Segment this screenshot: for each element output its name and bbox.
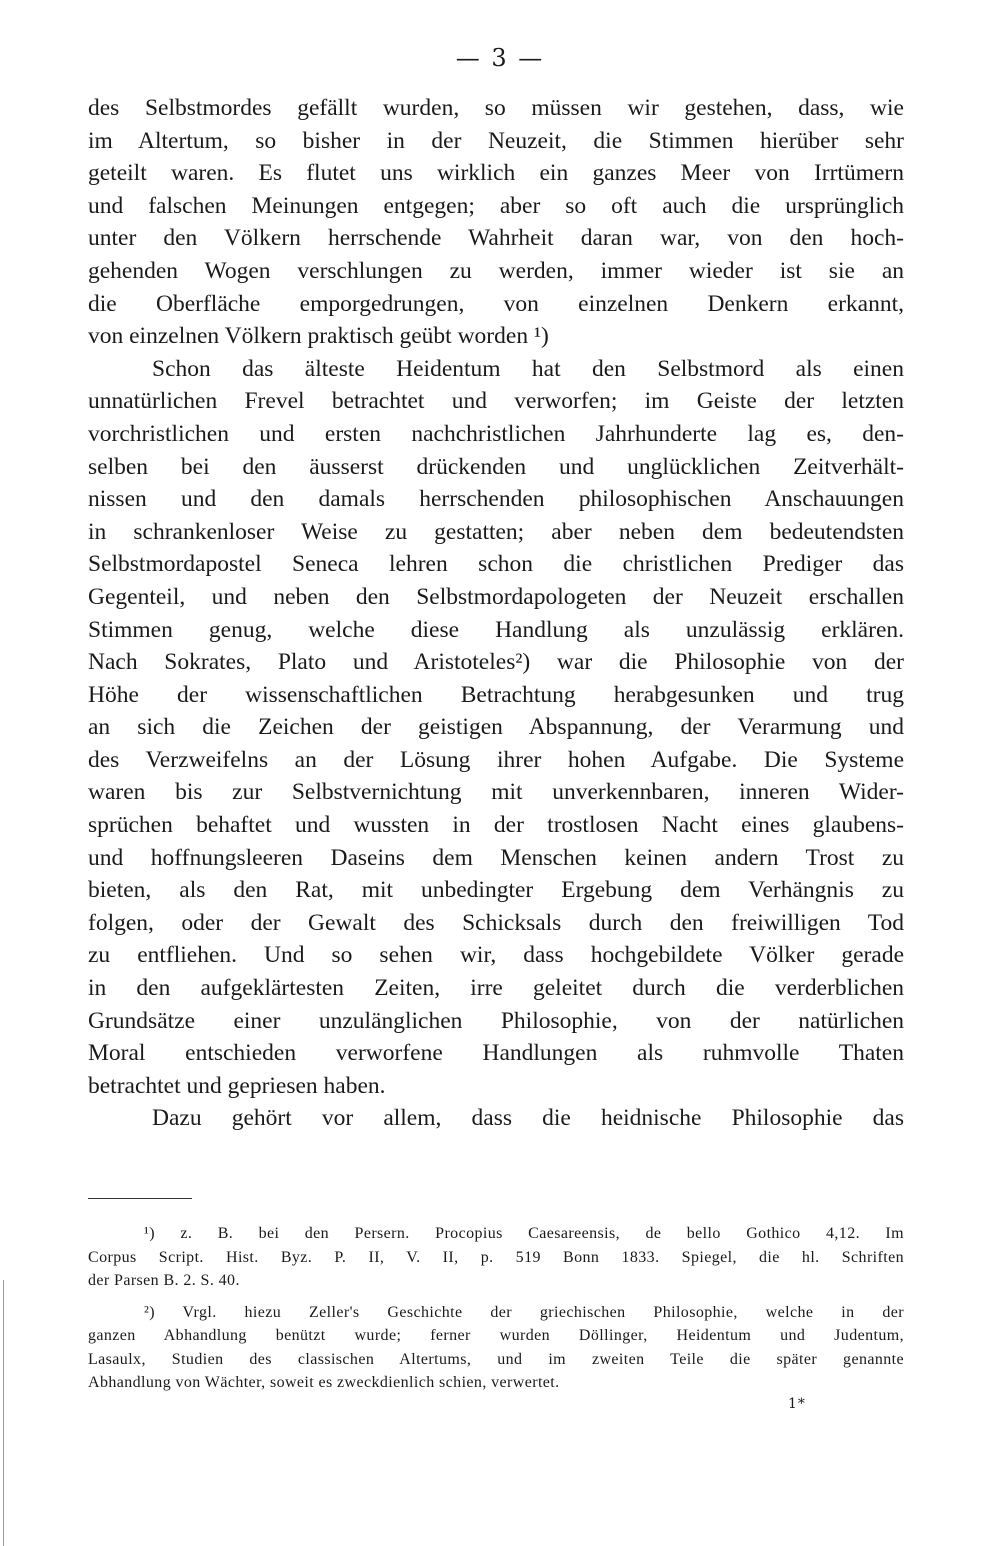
body-line: unnatürlichen Frevel betrachtet und verworfen; im Geiste der letzten	[88, 388, 904, 415]
body-line: an sich die Zeichen der geistigen Abspannung, der Verarmung und	[88, 714, 904, 741]
body-line: zu entfliehen. Und so sehen wir, dass hochgebildete Völker gerade	[88, 942, 904, 969]
body-line: und hoffnungsleeren Daseins dem Menschen keinen andern Trost zu	[88, 844, 904, 871]
body-line: Schon das älteste Heidentum hat den Selbstmord als einen	[152, 355, 904, 382]
body-line: Moral entschieden verworfene Handlungen als ruhmvolle Thaten	[88, 1040, 904, 1067]
body-line: in schrankenloser Weise zu gestatten; aber neben dem bedeutendsten	[88, 518, 904, 545]
footnote-line: ¹) z. B. bei den Persern. Procopius Caesareensis, de bello Gothico 4,12. Im	[144, 1225, 904, 1242]
binding-edge-line	[3, 1280, 4, 1546]
body-line: selben bei den äusserst drückenden und unglücklichen Zeitverhält-	[88, 453, 904, 480]
body-line: nissen und den damals herrschenden philosophischen Anschauungen	[88, 486, 904, 513]
body-line: waren bis zur Selbstvernichtung mit unverkennbaren, inneren Wider-	[88, 779, 904, 806]
page-number: — 3 —	[455, 44, 545, 72]
footnote-line: Lasaulx, Studien des classischen Altertums, und im zweiten Teile die später genannte	[88, 1350, 904, 1368]
footnote-line: ganzen Abhandlung benützt wurde; ferner wurden Döllinger, Heidentum und Judentum,	[88, 1327, 904, 1344]
footnote-2	[88, 1301, 904, 1395]
body-line: vorchristlichen und ersten nachchristlichen Jahrhunderte lag es, den-	[88, 420, 904, 447]
footnote-line: ²) Vrgl. hiezu Zeller's Geschichte der griechischen Philosophie, welche in der	[144, 1303, 904, 1321]
body-line: Nach Sokrates, Plato und Aristoteles²) war die Philosophie von der	[88, 649, 904, 676]
body-line: Stimmen genug, welche diese Handlung als unzulässig erklären.	[88, 616, 904, 643]
signature-mark: 1*	[788, 1396, 806, 1412]
body-line: Gegenteil, und neben den Selbstmordapologeten der Neuzeit erschallen	[88, 583, 904, 610]
body-line: des Selbstmordes gefällt wurden, so müssen wir gestehen, dass, wie	[88, 95, 904, 121]
body-line: Grundsätze einer unzulänglichen Philosophie, von der natürlichen	[88, 1007, 904, 1034]
body-line: bieten, als den Rat, mit unbedingter Ergebung dem Verhängnis zu	[88, 877, 904, 904]
body-line: Selbstmordapostel Seneca lehren schon die christlichen Prediger das	[88, 551, 904, 578]
body-line: unter den Völkern herrschende Wahrheit daran war, von den hoch-	[88, 225, 904, 252]
body-line: gehenden Wogen verschlungen zu werden, immer wieder ist sie an	[88, 257, 904, 284]
body-text	[88, 92, 904, 1135]
body-line: von einzelnen Völkern praktisch geübt worden ¹)	[88, 323, 549, 350]
body-line: in den aufgeklärtesten Zeiten, irre geleitet durch die verderblichen	[88, 975, 904, 1002]
footnote-line: Corpus Script. Hist. Byz. P. II, V. II, p. 519 Bonn 1833. Spiegel, die hl. Schriften	[88, 1248, 904, 1266]
body-line: geteilt waren. Es flutet uns wirklich ein ganzes Meer von Irrtümern	[88, 160, 904, 187]
body-line: die Oberfläche emporgedrungen, von einzelnen Denkern erkannt,	[88, 290, 904, 317]
footnote-line: Abhandlung von Wächter, soweit es zweckdienlich schien, verwertet.	[88, 1374, 560, 1391]
body-line: im Altertum, so bisher in der Neuzeit, die Stimmen hierüber sehr	[88, 127, 904, 154]
body-line: Dazu gehört vor allem, dass die heidnische Philosophie das	[152, 1105, 904, 1132]
footnote-separator	[88, 1198, 192, 1199]
body-line: und falschen Meinungen entgegen; aber so oft auch die ursprünglich	[88, 192, 904, 219]
footnote-line: der Parsen B. 2. S. 40.	[88, 1272, 240, 1289]
footnotes	[88, 1222, 904, 1395]
body-line: Höhe der wissenschaftlichen Betrachtung herabgesunken und trug	[88, 681, 904, 708]
body-line: sprüchen behaftet und wussten in der trostlosen Nacht eines glaubens-	[88, 812, 904, 839]
body-line: folgen, oder der Gewalt des Schicksals durch den freiwilligen Tod	[88, 909, 904, 936]
footnote-1	[88, 1222, 904, 1293]
body-line: des Verzweifelns an der Lösung ihrer hohen Aufgabe. Die Systeme	[88, 746, 904, 773]
body-line: betrachtet und gepriesen haben.	[88, 1072, 386, 1099]
